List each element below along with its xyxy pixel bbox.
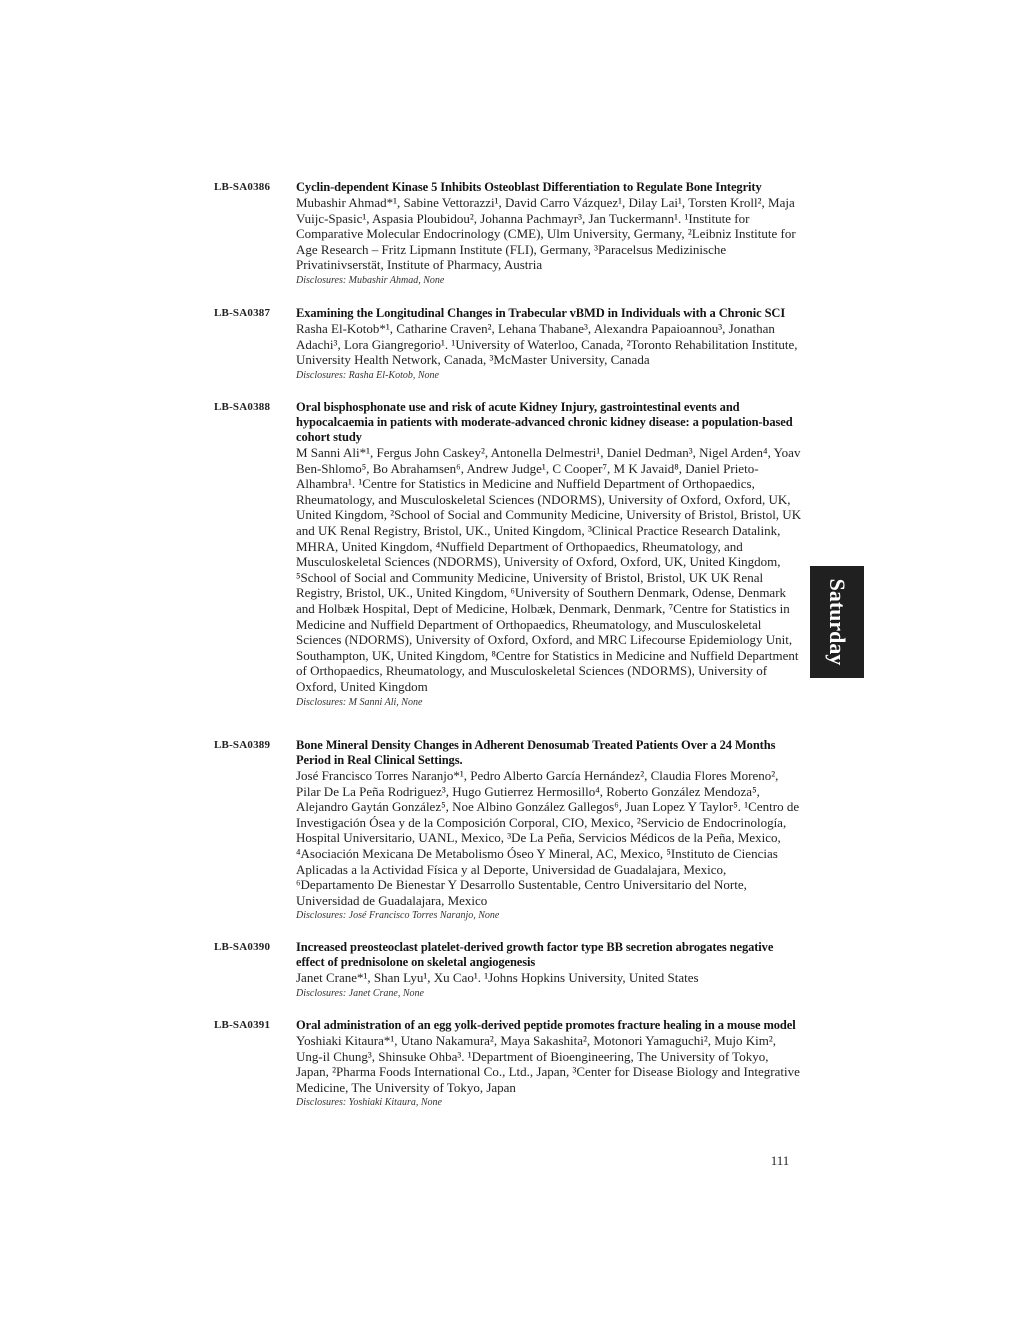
abstract-disclosures: Disclosures: Yoshiaki Kitaura, None (296, 1097, 442, 1109)
abstract-title: Bone Mineral Density Changes in Adherent Denosumab Treated Patients Over a 24 Months Period in Real Clinical Settings. (296, 738, 776, 767)
abstract-id: LB-SA0389 (214, 739, 271, 751)
abstract-authors-affiliations: Yoshiaki Kitaura*¹, Utano Nakamura², Maya Sakashita², Motonori Yamaguchi², Mujo Kim², Ung-il Chung³, Shinsuke Ohba³. ¹Department of Bioengineering, The University of Tokyo, Japan, ²Pharma Foods International Co., Ltd., Japan, ³Center for Disease Biology and Integrative Medicine, The University of Tokyo, Japan (296, 1033, 800, 1095)
abstract-disclosures: Disclosures: Janet Crane, None (296, 987, 424, 999)
abstract-title: Examining the Longitudinal Changes in Trabecular vBMD in Individuals with a Chronic SCI (296, 306, 786, 320)
abstract-authors-affiliations: Rasha El-Kotob*¹, Catharine Craven², Lehana Thabane³, Alexandra Papaioannou³, Jonathan Adachi³, Lora Giangregorio¹. ¹University of Waterloo, Canada, ²Toronto Rehabilitation Institute, University Health Network, Canada, ³McMaster University, Canada (296, 321, 798, 368)
abstract-title: Increased preosteoclast platelet-derived growth factor type BB secretion abrogates negative effect of prednisolone on skeletal angiogenesis (296, 940, 774, 969)
abstract-content (296, 940, 802, 1001)
abstract-title: Cyclin-dependent Kinase 5 Inhibits Osteoblast Differentiation to Regulate Bone Integrity (296, 180, 762, 194)
abstract-id: LB-SA0386 (214, 181, 271, 193)
abstract-content (296, 738, 802, 923)
page-number: 111 (770, 1153, 790, 1168)
abstract-id: LB-SA0388 (214, 401, 271, 413)
abstract-title: Oral bisphosphonate use and risk of acute Kidney Injury, gastrointestinal events and hypocalcaemia in patients with moderate-advanced chronic kidney disease: a population-based cohort study (296, 400, 793, 444)
day-section-tab (810, 566, 864, 678)
abstract-disclosures: Disclosures: Mubashir Ahmad, None (296, 274, 445, 286)
abstract-content (296, 400, 802, 710)
abstract-authors-affiliations: Mubashir Ahmad*¹, Sabine Vettorazzi¹, David Carro Vázquez¹, Dilay Lai¹, Torsten Kroll², Maja Vuijc-Spasic¹, Aspasia Ploubidou², Johanna Pachmayr³, Jan Tuckermann¹. ¹Institute for Comparative Molecular Endocrinology (CME), Ulm University, Germany, ²Leibniz Institute for Age Research – Fritz Lipmann Institute (FLI), Germany, ³Paracelsus Medizinische Privatinivserstät, Institute of Pharmacy, Austria (296, 195, 796, 273)
day-section-label: Saturday (825, 578, 850, 666)
abstract-disclosures: Disclosures: José Francisco Torres Naranjo, None (296, 910, 500, 922)
abstract-disclosures: Disclosures: Rasha El-Kotob, None (296, 369, 439, 381)
abstract-id: LB-SA0387 (214, 307, 271, 319)
abstract-content (296, 306, 802, 383)
abstract-disclosures: Disclosures: M Sanni Ali, None (296, 696, 423, 708)
abstract-content (296, 1018, 802, 1110)
abstract-authors-affiliations: M Sanni Ali*¹, Fergus John Caskey², Antonella Delmestri¹, Daniel Dedman³, Nigel Arden⁴, Yoav Ben-Shlomo⁵, Bo Abrahamsen⁶, Andrew Judge¹, C Cooper⁷, M K Javaid⁸, Daniel Prieto-Alhambra¹. ¹Centre for Statistics in Medicine and Nuffield Department of Orthopaedics, Rheumatology, and Musculoskeletal Sciences (NDORMS), University of Oxford, Oxford, UK, United Kingdom, ²School of Social and Community Medicine, University of Bristol, Bristol, UK and UK Renal Registry, Bristol, UK., United Kingdom, ³Clinical Practice Research Datalink, MHRA, United Kingdom, ⁴Nuffield Department of Orthopaedics, Rheumatology, and Musculoskeletal Sciences (NDORMS), University of Oxford, Oxford, UK, United Kingdom, ⁵School of Social and Community Medicine, University of Bristol, Bristol, UK UK Renal Registry, Bristol, UK., United Kingdom, ⁶University of Southern Denmark, Odense, Denmark and Holbæk Hospital, Dept of Medicine, Holbæk, Denmark, Denmark, ⁷Centre for Statistics in Medicine and Nuffield Department of Orthopaedics, Rheumatology, and Musculoskeletal Sciences (NDORMS), University of Oxford, Oxford, and MRC Lifecourse Epidemiology Unit, Southampton, UK, United Kingdom, ⁸Centre for Statistics in Medicine and Nuffield Department of Orthopaedics, Rheumatology, and Musculoskeletal Sciences (NDORMS), University of Oxford, United Kingdom (296, 445, 802, 694)
abstract-authors-affiliations: Janet Crane*¹, Shan Lyu¹, Xu Cao¹. ¹Johns Hopkins University, United States (296, 970, 699, 985)
abstract-id: LB-SA0390 (214, 941, 271, 953)
abstract-id: LB-SA0391 (214, 1019, 271, 1031)
abstract-authors-affiliations: José Francisco Torres Naranjo*¹, Pedro Alberto García Hernández², Claudia Flores Moreno², Pilar De La Peña Rodriguez³, Hugo Gutierrez Hermosillo⁴, Roberto González Mendoza⁵, Alejandro Gaytán González⁵, Noe Albino González Gallegos⁶, Juan Lopez Y Taylor⁵. ¹Centro de Investigación Ósea y de la Composición Corporal, CIO, Mexico, ²Servicio de Endocrinología, Hospital Universitario, UANL, Mexico, ³De La Peña, Servicios Médicos de la Peña, Mexico, ⁴Asociación Mexicana De Metabolismo Óseo Y Mineral, AC, Mexico, ⁵Instituto de Ciencias Aplicadas a la Actividad Física y al Deporte, Universidad de Guadalajara, Mexico, ⁶Departamento De Bienestar Y Desarrollo Sustentable, Centro Universitario del Norte, Universidad de Guadalajara, Mexico (296, 768, 800, 908)
abstract-title: Oral administration of an egg yolk-derived peptide promotes fracture healing in a mouse model (296, 1018, 796, 1032)
abstract-content (296, 180, 802, 288)
